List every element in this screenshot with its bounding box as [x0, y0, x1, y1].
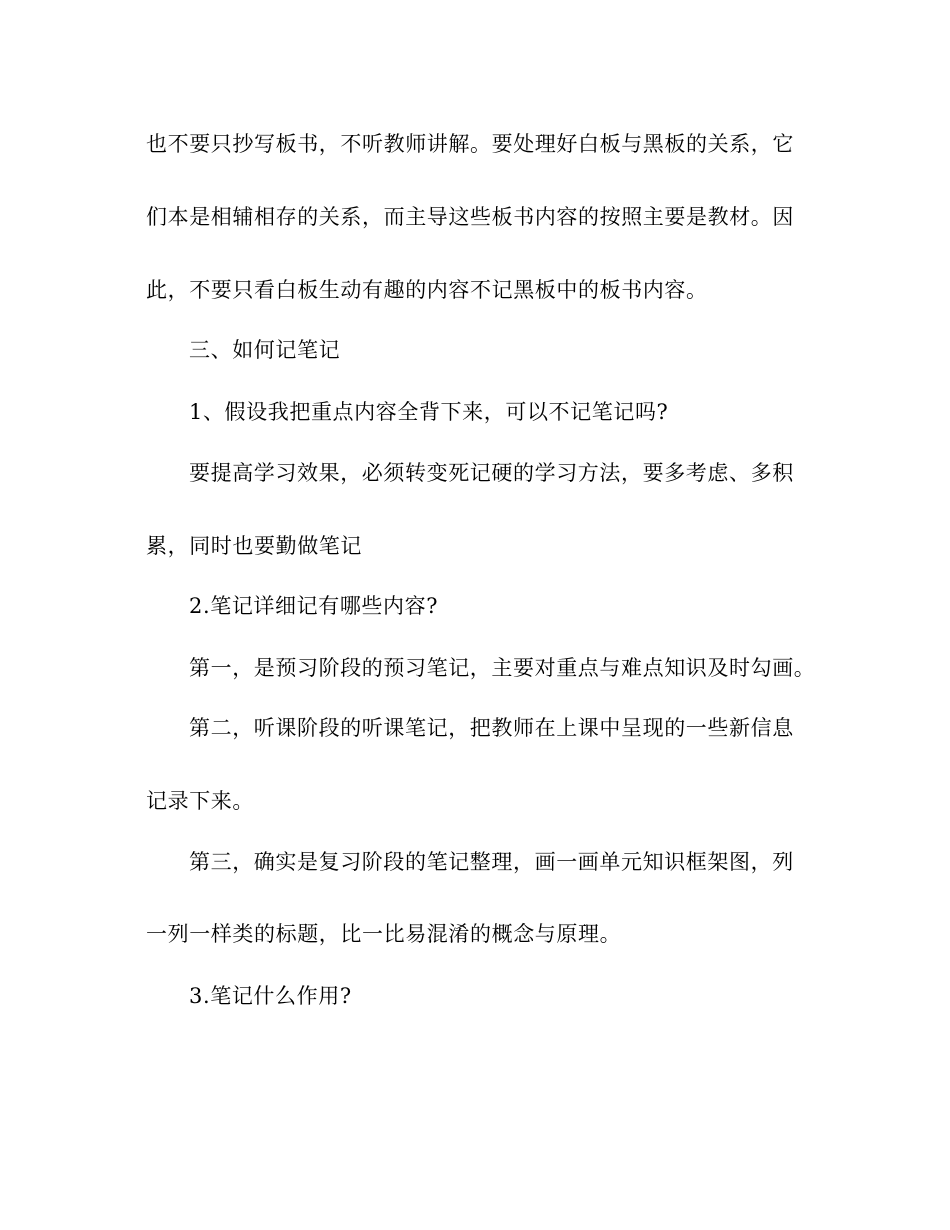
paragraph-line-3: 此，不要只看白板生动有趣的内容不记黑板中的板书内容。 [146, 278, 708, 302]
answer-2-first: 第一，是预习阶段的预习笔记，主要对重点与难点知识及时勾画。 [189, 656, 816, 680]
paragraph-line-2: 们本是相辅相存的关系，而主导这些板书内容的按照主要是教材。因 [146, 205, 794, 229]
answer-2-second-line-1: 第二，听课阶段的听课笔记，把教师在上课中呈现的一些新信息 [189, 716, 794, 740]
paragraph-line-1: 也不要只抄写板书，不听教师讲解。要处理好白板与黑板的关系，它 [146, 132, 794, 156]
answer-2-third-line-1: 第三，确实是复习阶段的笔记整理，画一画单元知识框架图，列 [189, 850, 794, 874]
question-3: 3.笔记什么作用? [189, 984, 352, 1008]
question-2: 2.笔记详细记有哪些内容? [189, 594, 439, 618]
answer-2-second-line-2: 记录下来。 [146, 789, 254, 813]
answer-1-line-1: 要提高学习效果，必须转变死记硬的学习方法，要多考虑、多积 [189, 461, 794, 485]
section-heading: 三、如何记笔记 [189, 338, 341, 362]
answer-1-line-2: 累，同时也要勤做笔记 [146, 534, 362, 558]
question-1: 1、假设我把重点内容全背下来，可以不记笔记吗? [189, 400, 669, 424]
answer-2-third-line-2: 一列一样类的标题，比一比易混淆的概念与原理。 [146, 922, 622, 946]
